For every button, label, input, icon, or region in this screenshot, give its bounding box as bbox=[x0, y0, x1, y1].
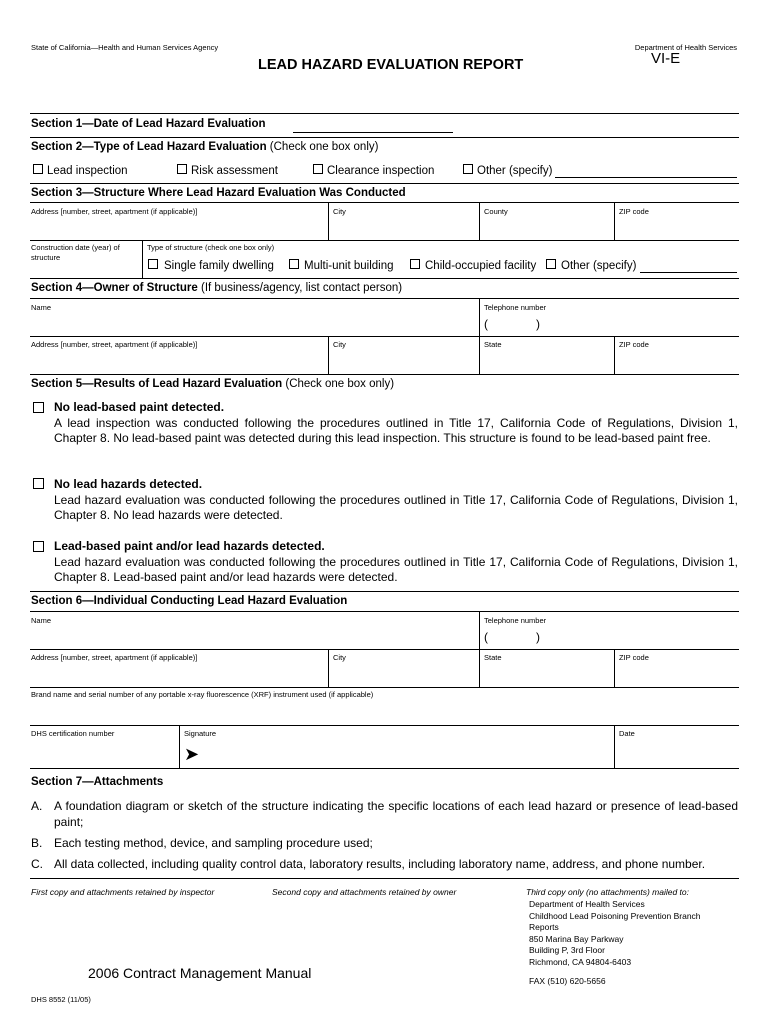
copy1-note: First copy and attachments retained by inspector bbox=[31, 887, 215, 897]
option-risk-assessment: Risk assessment bbox=[191, 165, 278, 177]
page-title: LEAD HAZARD EVALUATION REPORT bbox=[258, 57, 524, 73]
type-other: Other (specify) bbox=[561, 260, 637, 272]
cell-divider bbox=[479, 649, 480, 687]
structure-type-label: Type of structure (check one box only) bbox=[147, 243, 275, 252]
result-no-hazards bbox=[54, 477, 738, 524]
inspector-phone-open: ( bbox=[484, 630, 488, 644]
section4-note: (If business/agency, list contact person) bbox=[200, 282, 403, 294]
checkbox-clearance-inspection[interactable] bbox=[313, 164, 323, 174]
section-divider bbox=[30, 591, 739, 592]
option-other: Other (specify) bbox=[477, 165, 553, 177]
owner-city-label: City bbox=[333, 340, 346, 349]
other-structure-field[interactable] bbox=[640, 272, 737, 273]
cell-divider bbox=[328, 336, 329, 374]
cell-divider bbox=[328, 202, 329, 240]
section-divider bbox=[30, 183, 739, 184]
address-line: Department of Health Services bbox=[529, 899, 645, 909]
result-body: Lead hazard evaluation was conducted following the procedures outlined in Title 17, California Code of Regulations, Division 1, Chapter 8. Lead-based paint and/or lead hazards were detected. bbox=[54, 554, 738, 584]
table-line bbox=[30, 687, 739, 688]
inspector-phone-label: Telephone number bbox=[484, 616, 547, 625]
attachment-item: Each testing method, device, and sampling procedure used; bbox=[54, 836, 373, 850]
cell-divider bbox=[614, 649, 615, 687]
copy2-note: Second copy and attachments retained by owner bbox=[272, 887, 457, 897]
department-name: Department of Health Services bbox=[634, 43, 737, 52]
table-line bbox=[30, 374, 739, 375]
footer-divider bbox=[30, 878, 739, 879]
table-line bbox=[30, 611, 739, 612]
inspector-zip-label: ZIP code bbox=[619, 653, 649, 662]
manual-title: 2006 Contract Management Manual bbox=[88, 965, 312, 981]
form-code: VI-E bbox=[651, 50, 681, 67]
address-line: Building P, 3rd Floor bbox=[529, 945, 605, 956]
inspector-city-label: City bbox=[333, 653, 346, 662]
structure-zip-label: ZIP code bbox=[619, 207, 649, 216]
owner-zip-label: ZIP code bbox=[619, 340, 649, 349]
checkbox-lead-inspection[interactable] bbox=[33, 164, 43, 174]
owner-phone-label: Telephone number bbox=[484, 303, 547, 312]
section4-title: Section 4—Owner of Structure bbox=[31, 282, 198, 294]
attachment-letter: C. bbox=[31, 857, 43, 871]
checkbox-child-occupied[interactable] bbox=[410, 259, 420, 269]
section2-title-row bbox=[31, 141, 378, 153]
section5-title-row bbox=[31, 378, 394, 390]
table-line bbox=[30, 240, 739, 241]
section5-note: (Check one box only) bbox=[285, 378, 395, 390]
structure-address-label: Address [number, street, apartment (if applicable)] bbox=[31, 207, 198, 216]
section-divider bbox=[30, 137, 739, 138]
date-label: Date bbox=[619, 729, 635, 738]
cell-divider bbox=[614, 336, 615, 374]
checkbox-other-structure[interactable] bbox=[546, 259, 556, 269]
address-line: 850 Marina Bay Parkway bbox=[529, 933, 624, 944]
result-body: Lead hazard evaluation was conducted following the procedures outlined in Title 17, California Code of Regulations, Division 1, Chapter 8. No lead hazards were detected. bbox=[54, 492, 738, 522]
attachment-item: A foundation diagram or sketch of the structure indicating the specific locations of each lead hazard or presence of lead-based paint; bbox=[54, 799, 738, 829]
fax-number: FAX (510) 620-5656 bbox=[529, 976, 606, 986]
section3-title: Section 3—Structure Where Lead Hazard Evaluation Was Conducted bbox=[31, 187, 406, 199]
checkbox-multi-unit[interactable] bbox=[289, 259, 299, 269]
cell-divider bbox=[614, 202, 615, 240]
cell-divider bbox=[479, 202, 480, 240]
evaluation-date-field[interactable] bbox=[293, 132, 453, 133]
table-line bbox=[30, 202, 739, 203]
cell-divider bbox=[179, 725, 180, 768]
section4-title-row bbox=[31, 282, 402, 294]
signature-arrow-icon: ➤ bbox=[184, 744, 200, 764]
checkbox-hazards-detected[interactable] bbox=[33, 541, 44, 552]
structure-city-label: City bbox=[333, 207, 346, 216]
address-line: Childhood Lead Poisoning Prevention Branch bbox=[529, 910, 701, 921]
checkbox-no-hazards[interactable] bbox=[33, 478, 44, 489]
owner-address-label: Address [number, street, apartment (if applicable)] bbox=[31, 340, 198, 349]
other-specify-field[interactable] bbox=[555, 177, 737, 178]
result-body: A lead inspection was conducted following the procedures outlined in Title 17, California Code of Regulations, Division 1, Chapter 8. No lead-based paint was detected during this lead inspection. This structure is found to be lead-based paint free. bbox=[54, 415, 738, 445]
inspector-address-label: Address [number, street, apartment (if applicable)] bbox=[31, 653, 198, 662]
result-hazards-detected bbox=[54, 539, 738, 586]
section2-title: Section 2—Type of Lead Hazard Evaluation bbox=[31, 141, 267, 153]
section6-title: Section 6—Individual Conducting Lead Hazard Evaluation bbox=[31, 595, 348, 607]
address-line: Reports bbox=[529, 922, 559, 933]
result-heading: No lead-based paint detected. bbox=[54, 400, 225, 414]
form-number: DHS 8552 (11/05) bbox=[31, 995, 91, 1004]
cert-number-label: DHS certification number bbox=[31, 729, 115, 738]
type-child-occupied: Child-occupied facility bbox=[425, 260, 537, 272]
cell-divider bbox=[328, 649, 329, 687]
agency-name: State of California—Health and Human Services Agency bbox=[31, 43, 219, 52]
signature-label: Signature bbox=[184, 729, 217, 738]
type-multi-unit: Multi-unit building bbox=[304, 260, 394, 272]
section5-title: Section 5—Results of Lead Hazard Evaluation bbox=[31, 378, 283, 390]
copy3-note: Third copy only (no attachments) mailed to: bbox=[526, 887, 689, 897]
section-divider bbox=[30, 113, 739, 114]
table-line bbox=[30, 336, 739, 337]
owner-state-label: State bbox=[484, 340, 502, 349]
table-line bbox=[30, 298, 739, 299]
cell-divider bbox=[142, 240, 143, 278]
type-single-family: Single family dwelling bbox=[164, 260, 274, 272]
owner-phone-open: ( bbox=[484, 317, 488, 331]
xrf-label: Brand name and serial number of any portable x-ray fluorescence (XRF) instrument used (if applicable) bbox=[31, 690, 374, 699]
checkbox-no-lead-paint[interactable] bbox=[33, 402, 44, 413]
table-line bbox=[30, 649, 739, 650]
inspector-name-label: Name bbox=[31, 616, 52, 625]
result-heading: No lead hazards detected. bbox=[54, 477, 203, 491]
construction-date-label: Construction date (year) of structure bbox=[31, 243, 120, 262]
owner-name-label: Name bbox=[31, 303, 52, 312]
option-lead-inspection: Lead inspection bbox=[47, 165, 128, 177]
checkbox-other[interactable] bbox=[463, 164, 473, 174]
attachment-letter: B. bbox=[31, 836, 43, 850]
option-clearance-inspection: Clearance inspection bbox=[327, 165, 435, 177]
checkbox-risk-assessment[interactable] bbox=[177, 164, 187, 174]
inspector-phone-close: ) bbox=[536, 630, 540, 644]
mailing-address bbox=[529, 899, 701, 969]
owner-phone-close: ) bbox=[536, 317, 540, 331]
cell-divider bbox=[479, 611, 480, 649]
cell-divider bbox=[479, 298, 480, 336]
section2-note: (Check one box only) bbox=[269, 141, 379, 153]
cell-divider bbox=[614, 725, 615, 768]
table-line bbox=[30, 725, 739, 726]
result-no-lead-paint bbox=[54, 400, 738, 447]
inspector-state-label: State bbox=[484, 653, 502, 662]
section7-title: Section 7—Attachments bbox=[31, 776, 164, 788]
cell-divider bbox=[479, 336, 480, 374]
address-line: Richmond, CA 94804-6403 bbox=[529, 956, 632, 967]
table-line bbox=[30, 768, 739, 769]
section1-title: Section 1—Date of Lead Hazard Evaluation bbox=[31, 118, 266, 130]
checkbox-single-family[interactable] bbox=[148, 259, 158, 269]
section-divider bbox=[30, 278, 739, 279]
attachment-item: All data collected, including quality control data, laboratory results, including laboratory name, address, and phone number. bbox=[54, 857, 706, 871]
attachment-letter: A. bbox=[31, 799, 43, 813]
result-heading: Lead-based paint and/or lead hazards detected. bbox=[54, 539, 325, 553]
structure-county-label: County bbox=[484, 207, 508, 216]
